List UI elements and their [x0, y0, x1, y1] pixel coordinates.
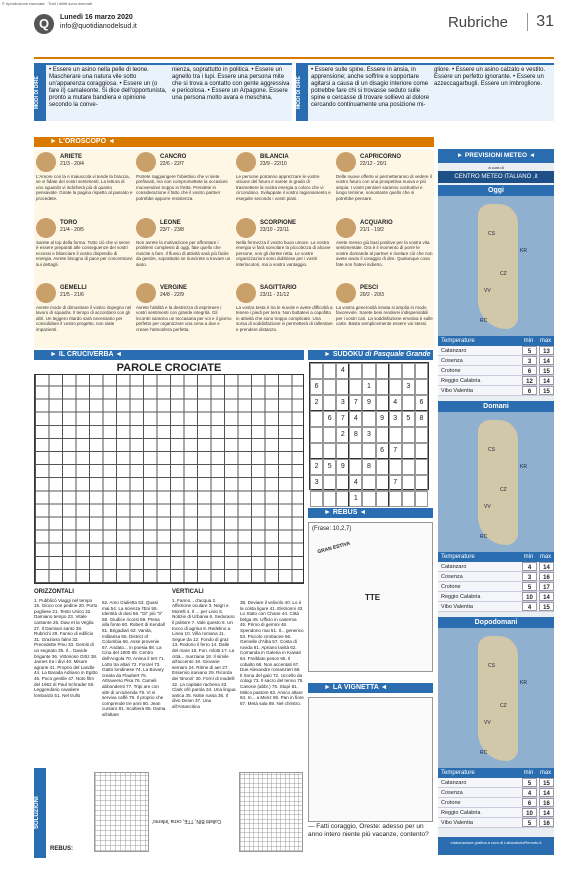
sudoku-cell[interactable] — [349, 459, 362, 475]
sudoku-cell[interactable]: 8 — [349, 427, 362, 443]
sudoku-cell[interactable]: 5 — [323, 459, 336, 475]
soluzioni-tag: SOLUZIONI — [34, 768, 46, 858]
meteo-day-oggi: Oggi CS KR CZ VV RC Temperature min max Catanzaro 5 13 Cosenza 3 14 Crotone 6 15 Reggio Calabria 12 14 Vibo Valentia 6 15 — [438, 185, 554, 396]
meteo-credit: a cura di — [488, 165, 504, 170]
clues-vertical: VERTICALI 1. Fanno... d'acqua 2. Affezione oculare 3. Negri e Morelli 4. Il ... per Livio 5. Notizie di Urbania 6. Sedurano il politore 7. Vale questo 8. Un tocco di agrina 9. Redelino a Linea 10. Villa romana 11. Segue da 12. Fondo di graz 13. Rodono il ferro 14. Dalle del mare 15. Fun. mlotti 17. La città... marziana 18. Il simile all'accento 19. Giovane semaro 24. Ritme di aer 27. Essemio iraniano 29. Ricorda dei 'Bronzi' 30. Fornì di modelli 32. La capitale rachena 33. Clark ofrì parola 34. Una lingua antica 35. Notte russa 36. Il divo Deion 37. Una all'Antancitica — [172, 589, 236, 709]
table-row: Vibo Valentia 4 15 — [438, 602, 554, 612]
sudoku-cell[interactable] — [402, 395, 415, 411]
sign-leone: LEONE 23/7 - 23/8 Non avrete la motivazione per affrontare i problemi complessi di oggi, fate quello che riuscite a fare. Il flusso di attività sarà più facile da gestire, soprattutto se riuscirete a trovare un aiuto. — [136, 220, 231, 267]
sudoku-cell[interactable]: 7 — [389, 475, 402, 491]
sudoku-cell[interactable] — [323, 443, 336, 459]
capricorn-icon — [336, 152, 356, 172]
temps-table: Temperature min max Catanzaro 5 15 Cosenza 4 14 Crotone 6 16 Reggio Calabria 10 14 Vibo Valentia 5 16 — [438, 768, 554, 828]
horoscope-bar: ► L'OROSCOPO ◄ — [34, 137, 434, 147]
section-title: Rubriche — [447, 14, 508, 31]
sudoku-cell[interactable] — [362, 411, 375, 427]
sudoku-cell[interactable]: 4 — [389, 395, 402, 411]
sudoku-cell[interactable] — [415, 379, 428, 395]
sign-gemelli: GEMELLI 21/5 - 21/6 Avrete modo di dimostrare il vostro impegno nel lavoro di squadra. Il tempo di accordarsi con gli altri. Un leggero ritardo sarà necessario per consolidare il vostro progetto, non siate impazienti. — [36, 285, 132, 332]
sudoku-cell[interactable] — [323, 427, 336, 443]
sudoku-cell[interactable]: 3 — [362, 427, 375, 443]
sudoku-solution-grid — [94, 772, 149, 852]
rebus-solution-answer: Colletti BIN, TTE, cena 'inferno' — [152, 818, 222, 824]
sudoku-cell[interactable]: 3 — [389, 411, 402, 427]
modi-col-2: nienza, soprattutto in politica. • Essere un agnello tra i lupi. Essere una persona mite che si trova a contatto con gente aggressiva e pericolosa. • Essere un Arpagone. Essere una persona molto avara e meschina. — [172, 67, 290, 101]
modi-col-4: gliore. • Essere un asino calzato e vestito. Essere un perfetto ignorante. • Essere un azzeccagarbugli. Essere un imbroglione. — [434, 67, 546, 87]
sudoku-cell[interactable] — [389, 491, 402, 507]
vignetta-bar: ► LA VIGNETTA ◄ — [308, 683, 433, 693]
taurus-icon — [36, 218, 56, 238]
clues-horizontal: ORIZZONTALI 1. Pubblicò Viaggi nel tempo 15. Gioco con pedine 20. Porto pugliese 21. Testo Unico 22. Damiano tempo 23. Vitale cantante 25. Daw et la Veglia 27. Il Damiani santo 28. Rubrichi 29. Fanno di edificio 31. Grazioso falmi 32. Precedette Pinu 33. Gemiti di un segnato 35. Il... Davide brigante 36. Vittorioso Ortiz 38. James tra i divi 40. Misure agrarie 41. Proprio del Landle 44. La Barada Adriano in Egitto 45. Poco gentile 47. Noto film del 1962 di Paul Schrader 50. Leggendario cavaliere lombardo 51. Nel trullo — [34, 589, 98, 698]
sudoku-cell[interactable] — [376, 459, 389, 475]
sudoku-cell[interactable]: 4 — [349, 411, 362, 427]
meteo-day-domani: Domani CS KR CZ VV RC Temperature min max Catanzaro 4 14 Cosenza 3 16 Crotone 5 17 Reggio Calabria 10 14 Vibo Valentia 4 15 — [438, 401, 554, 612]
sudoku-cell[interactable] — [402, 491, 415, 507]
sudoku-cell[interactable] — [402, 427, 415, 443]
calabria-map-icon — [478, 636, 518, 761]
sign-cancro: CANCRO 22/6 - 22/7 Potrete raggiungere l'obiettivo che vi siete prefissati, ma non compromettete la occasioni muovendovi troppo in fretta. Prendete in considerazione il fatto che il vostro partner potrebbe apporre resistenza. — [136, 154, 228, 201]
crossword-bar: ► IL CRUCIVERBA ◄ — [34, 350, 304, 360]
sudoku-cell[interactable] — [415, 443, 428, 459]
rebus-section — [308, 508, 433, 602]
sudoku-bar: ► SUDOKU di Pasquale Grande ◄ — [308, 350, 433, 360]
weather-map: CS KR CZ VV RC — [438, 412, 554, 552]
header-date: Lunedì 16 marzo 2020 — [60, 14, 133, 21]
sign-sagittario: SAGITTARIO 23/11 - 21/12 La vostra testa è tra le nuvole e avete difficoltà a tenere i piedi per terra. Non buttatevi a capofitto in attività che sono troppo complicate. Una sorsa di soddisfazione vi permetterà di rallentare e prendere distanza. — [236, 285, 333, 332]
sudoku-cell[interactable] — [402, 475, 415, 491]
sudoku-cell[interactable] — [376, 427, 389, 443]
aries-icon — [36, 152, 56, 172]
sudoku-cell[interactable] — [323, 379, 336, 395]
sudoku-cell[interactable] — [376, 475, 389, 491]
table-row: Crotone 6 16 — [438, 798, 554, 808]
sudoku-cell[interactable] — [362, 491, 375, 507]
rebus-label-1: GRAN ESTIVA — [316, 540, 352, 556]
sudoku-cell[interactable]: 9 — [336, 459, 349, 475]
sagittarius-icon — [236, 283, 256, 303]
scorpio-icon — [236, 218, 256, 238]
sign-ariete: ARIETE 21/3 - 20/4 L'Amore con la A maiuscola vi tende la braccia, se vi fidate dei vostri sentimenti. La lettura di uno sguardo vi indicherà più di quanto pensavate. Girate la pagina rispetto al passato e procedete. — [36, 154, 133, 201]
sudoku-cell[interactable] — [362, 475, 375, 491]
sudoku-cell[interactable] — [336, 443, 349, 459]
sudoku-cell[interactable] — [362, 363, 375, 379]
libra-icon — [236, 152, 256, 172]
sudoku-cell[interactable] — [310, 427, 323, 443]
calabria-map-icon — [478, 420, 518, 545]
meteo-panel — [438, 149, 554, 855]
table-row: Crotone 5 17 — [438, 582, 554, 592]
crossword-grid[interactable] — [34, 374, 304, 584]
table-row: Reggio Calabria 10 14 — [438, 592, 554, 602]
header-rule — [34, 57, 554, 59]
meteo-brand: CENTRO METEO ITALIANO .it — [438, 171, 554, 183]
sudoku-cell[interactable]: 3 — [336, 395, 349, 411]
sudoku-cell[interactable] — [323, 363, 336, 379]
sudoku-cell[interactable] — [336, 491, 349, 507]
sudoku-cell[interactable]: 1 — [349, 491, 362, 507]
sign-bilancia: BILANCIA 23/9 - 22/10 Le persone potranno apprezzare le vostre visione del futuro e sarete in grado di trasmettere la vostra energia a coloro che vi circondano. Sviluppate il vostro ragionamento e eseguite secondo i vostri piani. — [236, 154, 331, 201]
sudoku-grid[interactable] — [309, 362, 429, 502]
sudoku-cell[interactable]: 9 — [376, 411, 389, 427]
pisces-icon — [336, 283, 356, 303]
sudoku-cell[interactable] — [415, 459, 428, 475]
cartoon-illustration — [308, 697, 433, 822]
rebus-phrase: (Frase: 10,2,7) — [312, 526, 352, 532]
modi-di-dire-left — [34, 63, 292, 121]
virgo-icon — [136, 283, 156, 303]
sudoku-section — [308, 350, 433, 502]
sudoku-cell[interactable]: 7 — [336, 411, 349, 427]
temps-table: Temperature min max Catanzaro 5 13 Cosenza 3 14 Crotone 6 15 Reggio Calabria 12 14 Vibo Valentia 6 15 — [438, 336, 554, 396]
meteo-footer: elaborazione grafica a cura di LaboratorioRemoto.it — [438, 837, 554, 855]
meteo-day-dopodomani: Dopodomani CS KR CZ VV RC Temperature min max Catanzaro 5 15 Cosenza 4 14 Crotone 6 16 Reggio Calabria 10 14 Vibo Valentia 5 16 — [438, 617, 554, 828]
crossword-solution-grid — [239, 772, 303, 852]
sudoku-cell[interactable] — [389, 427, 402, 443]
sudoku-cell[interactable]: 9 — [362, 395, 375, 411]
sudoku-cell[interactable] — [310, 443, 323, 459]
sudoku-cell[interactable]: 4 — [349, 475, 362, 491]
page-header — [34, 10, 554, 44]
sudoku-cell[interactable] — [376, 363, 389, 379]
sudoku-cell[interactable] — [402, 459, 415, 475]
sudoku-cell[interactable] — [376, 395, 389, 411]
crossword-section — [34, 350, 304, 717]
table-row: Cosenza 3 16 — [438, 572, 554, 582]
crossword-title: PAROLE CROCIATE — [116, 362, 222, 374]
sudoku-cell[interactable] — [415, 363, 428, 379]
sudoku-cell[interactable] — [323, 475, 336, 491]
table-row: Catanzaro 5 13 — [438, 346, 554, 356]
sudoku-cell[interactable] — [389, 379, 402, 395]
rebus-solution-label: REBUS: — [50, 846, 74, 852]
horoscope-title: L'OROSCOPO — [58, 138, 107, 145]
table-row: Cosenza 4 14 — [438, 788, 554, 798]
sudoku-cell[interactable] — [349, 443, 362, 459]
rebus-label-2: TTE — [365, 593, 381, 602]
table-row: Reggio Calabria 10 14 — [438, 808, 554, 818]
sign-acquario: ACQUARIO 21/1 - 19/2 Avete messo giù basi positive per la vostra vita sentimentale. Ora è il momento di porre le vostre domande al partner e rivelare ciò che non avete avuto il coraggio di dire. Qualunque cosa fate non fratevi indietro. — [336, 220, 433, 267]
gemini-icon — [36, 283, 56, 303]
table-row: Crotone 6 15 — [438, 366, 554, 376]
clues-horizontal-2: 52. Amo Giulietta 53. Quasi mai 54. La scienza l'Eni 55. Identità di dosi 56. "Di" più "ti" 58. Giudice ricorsi 59. Presa alla fonte 60. Robert di Kendall 61. Brigadiari 63. Vanità, militarisa 65. District of Columbia 66. Asse provenie 67. Andato... in poesia 68. La Cina del 1900 69. Centro dell'Angola 70. Anima il tert 71. Lotto tra altari 72. Fonzel 73. Gatto londinese 74. La Bovary creata da Flaubert 75. Attraverso Pisa 76. Cameli abbondenti 77. Tripi are con altri di un'azienda 78. Vi si serviva caffè 79. Il proprio che comprende tre anni 80. Jean cursaro 81. Scultiera 85. Dama all'altare — [102, 600, 166, 717]
clues-vertical-2: 38. Deviare il velivolo 40. Lo è la costa ligure 41. Elezionni 42. Lo Stato con Chane 44. Città belga 45. Ufficio in caserma 46. Primo di gemmi 48. Spendono mai 51. Il... generico 53. Piccolo cirottacee 56. Gemelle d'Alba 57. Costa di ruvida 61. Apriano lavità 62. Comanda in Galeria in Kuwait 64. Freiblato pesce 65. Il cobalto 66. Non accentati 67. Due Alexandre romanzieri 68. Il Sona del gaio 72. Uccello da cologi 73. Il sacro del tenno 75. Canone (abbr.) 76. Stupì 81. Mitico pastore 83. Amico altare 84. In... a Menz 86. Pan in fiore 87. Metà sala 89. Nel christro. — [240, 600, 304, 706]
aquarius-icon — [336, 218, 356, 238]
sudoku-cell[interactable]: 6 — [415, 395, 428, 411]
sudoku-cell[interactable] — [310, 491, 323, 507]
page-number: 31 — [527, 13, 554, 31]
sign-scorpione: SCORPIONE 23/10 - 22/11 Nella fermezza il vostro buon umore. La vostra energia vi farà sorvolare la piccolezza di alcune persone, non gli dorete retta. Le vostre organizzazioni sono dubbiose per i vostri interlocutori, ma a vostro vantaggio. — [236, 220, 331, 267]
sudoku-cell[interactable] — [362, 443, 375, 459]
weather-map: CS KR CZ VV RC — [438, 196, 554, 336]
sudoku-cell[interactable] — [402, 443, 415, 459]
sudoku-cell[interactable] — [402, 363, 415, 379]
sudoku-cell[interactable] — [415, 475, 428, 491]
table-row: Vibo Valentia 5 16 — [438, 818, 554, 828]
sudoku-cell[interactable]: 3 — [310, 475, 323, 491]
sudoku-cell[interactable] — [349, 363, 362, 379]
vignetta-section — [308, 683, 433, 838]
sudoku-cell[interactable]: 6 — [310, 379, 323, 395]
sudoku-cell[interactable]: 8 — [362, 459, 375, 475]
meteo-title: ► PREVISIONI METEO ◄ — [438, 149, 554, 163]
table-row: Catanzaro 5 15 — [438, 778, 554, 788]
rebus-bar: ► REBUS ◄ — [308, 508, 433, 518]
sudoku-cell[interactable] — [376, 379, 389, 395]
weather-map: CS KR CZ VV RC — [438, 628, 554, 768]
sudoku-cell[interactable] — [415, 427, 428, 443]
sudoku-cell[interactable]: 4 — [336, 363, 349, 379]
sign-pesci: PESCI 20/2 - 20/3 La vostra generosità innata si amplia in modo favorevole. Sarete beni renderei indispensabili per i vostri cari. La soddisfazione emotiva è sulle carte. Basta semplicemente essere voi stessi. — [336, 285, 433, 327]
sudoku-cell[interactable] — [389, 459, 402, 475]
sudoku-cell[interactable]: 2 — [336, 427, 349, 443]
sudoku-cell[interactable] — [389, 363, 402, 379]
table-row: Catanzaro 4 14 — [438, 562, 554, 572]
header-email[interactable]: info@quotidianodelsud.it — [60, 23, 137, 30]
sudoku-cell[interactable] — [310, 411, 323, 427]
copyright-line: © riproduzione riservata · Tutti i diritti sono riservati — [2, 1, 93, 6]
sudoku-cell[interactable]: 6 — [323, 411, 336, 427]
sudoku-cell[interactable] — [323, 395, 336, 411]
sign-toro: TORO 21/4 - 20/5 Sarete al top della forma. Tutto ciò che vi serve è essere preparati alle conseguenze dei vostri eccessi e bilanciare il vostro dispendio di energia. Avrete bisogno di pace per concentrarvi sui dettagli. — [36, 220, 133, 267]
sudoku-cell[interactable] — [310, 363, 323, 379]
rebus-illustration — [308, 522, 433, 672]
sudoku-cell[interactable] — [336, 475, 349, 491]
sudoku-cell[interactable] — [376, 491, 389, 507]
sudoku-cell[interactable] — [336, 379, 349, 395]
sudoku-cell[interactable]: 2 — [310, 459, 323, 475]
table-row: Cosenza 3 14 — [438, 356, 554, 366]
modi-col-3: • Essere sulle spine. Essere in ansia, in apprensione; anche soffrire e sopportare agitarsi a causa di un disagio interiore come potrebbe fare chi si trovasse seduto sulle spine e cercasse di trovare sollievo al dolore cercando continuamente una posizione mi- — [311, 67, 430, 108]
sudoku-cell[interactable]: 7 — [389, 443, 402, 459]
sudoku-cell[interactable]: 3 — [402, 379, 415, 395]
sign-capricorno: CAPRICORNO 22/12 - 20/1 Delle nuove offerte vi permetteranno di vedere il vostro futuro con una prospettiva nuova e più ampia. I vostri pensieri saranno costruttivi e lungo termine, nonostante quello che si potrebbe pensare. — [336, 154, 432, 201]
sudoku-cell[interactable]: 1 — [362, 379, 375, 395]
table-row: Vibo Valentia 6 15 — [438, 386, 554, 396]
sudoku-cell[interactable]: 5 — [402, 411, 415, 427]
cartoon-caption: — Fatti coraggio, Oreste: adesso per un anno intero niente più vacanze, contento? — [308, 823, 429, 838]
modi-di-dire-right — [296, 63, 554, 121]
sudoku-cell[interactable]: 8 — [415, 411, 428, 427]
cancer-icon — [136, 152, 156, 172]
calabria-map-icon — [478, 204, 518, 329]
sudoku-cell[interactable]: 6 — [376, 443, 389, 459]
modi-tag: MODI DI DIRE — [34, 65, 46, 121]
modi-tag: MODI DI DIRE — [296, 65, 308, 121]
sudoku-cell[interactable]: 2 — [310, 395, 323, 411]
table-row: Reggio Calabria 12 14 — [438, 376, 554, 386]
sudoku-cell[interactable] — [349, 379, 362, 395]
temps-table: Temperature min max Catanzaro 4 14 Cosenza 3 16 Crotone 5 17 Reggio Calabria 10 14 Vibo Valentia 4 15 — [438, 552, 554, 612]
sudoku-cell[interactable]: 7 — [349, 395, 362, 411]
newspaper-logo-icon: Q — [34, 14, 54, 34]
soluzioni-section — [34, 768, 304, 858]
sudoku-cell[interactable] — [415, 491, 428, 507]
sudoku-cell[interactable] — [323, 491, 336, 507]
leo-icon — [136, 218, 156, 238]
sign-vergine: VERGINE 24/8 - 22/9 Avrete l'abilità e la destrezza di esprimere i vostri sentimenti con grande integrità. Gli incontri saranno un toccasana per voi e il giorno perfetto per organizzare una cena a due e creare l'atmosfera perfetta. — [136, 285, 232, 332]
horoscope-section — [34, 150, 434, 348]
modi-col-1: • Essere un asino nella pelle di leone. Mascherare una natura vile sotto un'apparenza coraggiosa. • Essere un (o fare il) camaleonte. Si dice dell'opportunista, pronto a mutare bandiera e opinione secondo la conve- — [49, 67, 167, 108]
